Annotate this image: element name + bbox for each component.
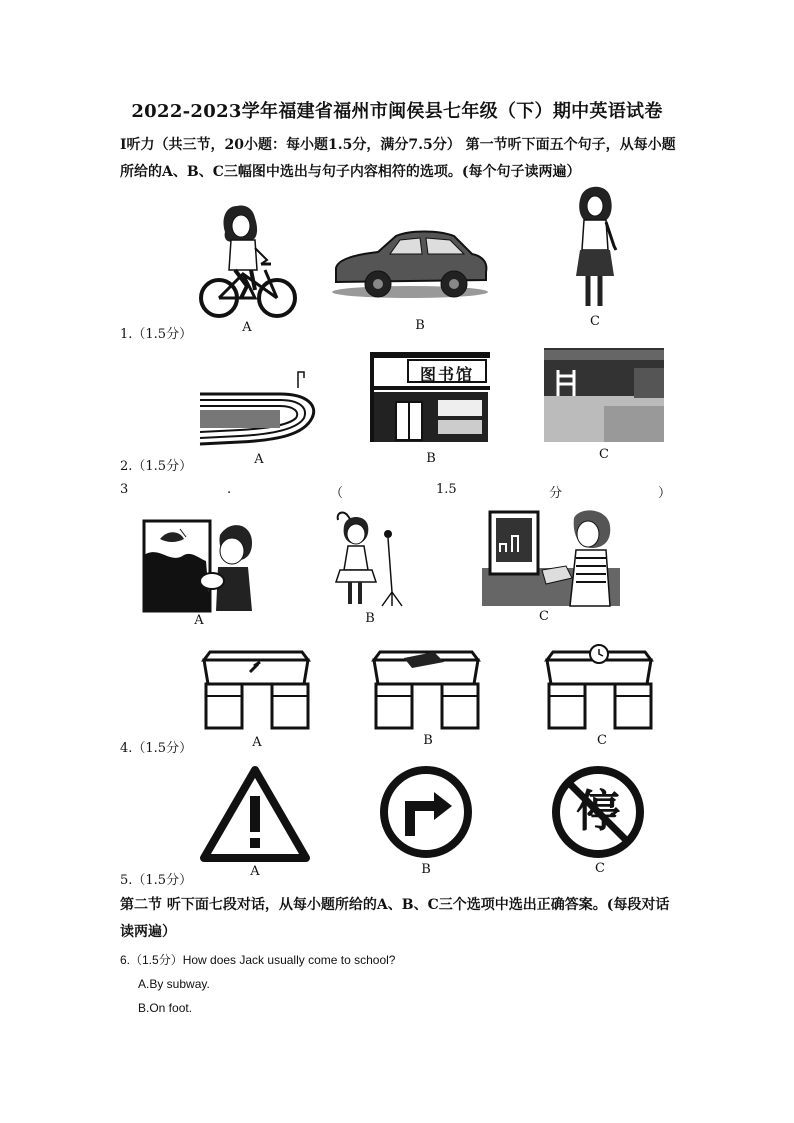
- q4-option-b-label: B: [423, 733, 433, 748]
- q3-option-b-label: B: [365, 611, 375, 626]
- page-title: 2022-2023学年福建省福州市闽侯县七年级（下）期中英语试卷: [131, 101, 663, 122]
- girl-singing-picture: [330, 512, 410, 608]
- girl-computer-picture: [482, 508, 620, 606]
- desk-with-book-picture: [370, 644, 482, 730]
- q2-option-a-label: A: [254, 452, 264, 467]
- no-parking-sign-text: 停: [576, 786, 620, 837]
- library-sign-text: 图书馆: [419, 365, 474, 384]
- question-2-number: 2.（1.5分）: [120, 459, 193, 474]
- desk-with-clock-picture: [543, 640, 655, 730]
- question-3-dot: .: [227, 482, 232, 497]
- girl-walking-picture: [570, 186, 620, 312]
- q3-option-a-label: A: [194, 613, 204, 628]
- q1-option-c-label: C: [590, 314, 600, 329]
- question-6-option-a: A.By subway.: [138, 977, 210, 991]
- question-3-score: 1.5: [436, 482, 457, 497]
- q1-option-a-label: A: [242, 320, 252, 335]
- desk-with-key-picture: [200, 644, 312, 730]
- question-3-fen: 分: [549, 486, 563, 501]
- warning-sign-picture: [200, 766, 310, 862]
- q4-option-a-label: A: [252, 735, 262, 750]
- question-4-number: 4.（1.5分）: [120, 741, 193, 756]
- q3-option-c-label: C: [539, 609, 549, 624]
- section1-instruction-line1: Ⅰ听力（共三节，20小题：每小题1.5分，满分7.5分） 第一节听下面五个句子，从每小题: [120, 137, 676, 153]
- question-1-number: 1.（1.5分）: [120, 327, 193, 342]
- q1-option-b-label: B: [415, 318, 425, 333]
- car-picture: [330, 228, 490, 300]
- q5-option-c-label: C: [595, 861, 605, 876]
- question-6-stem: 6.（1.5分）How does Jack usually come to school?: [120, 953, 396, 967]
- girl-painting-picture: [140, 515, 255, 615]
- park-picture: [544, 348, 664, 442]
- question-3-open-paren: （: [330, 486, 344, 501]
- q5-option-a-label: A: [250, 864, 260, 879]
- q2-option-c-label: C: [599, 447, 609, 462]
- q2-option-b-label: B: [426, 451, 436, 466]
- section1-instruction-line2: 所给的A、B、C三幅图中选出与句子内容相符的选项。(每个句子读两遍）: [120, 164, 581, 180]
- q5-option-b-label: B: [421, 862, 431, 877]
- section2-instruction-line1: 第二节 听下面七段对话，从每小题所给的A、B、C三个选项中选出正确答案。(每段对话: [120, 897, 670, 913]
- question-6-option-b: B.On foot.: [138, 1001, 193, 1015]
- running-track-picture: [200, 370, 320, 446]
- girl-bicycle-picture: [195, 200, 300, 320]
- question-3-number: 3: [120, 482, 129, 497]
- turn-right-sign-picture: [378, 764, 474, 860]
- q4-option-c-label: C: [597, 733, 607, 748]
- question-5-number: 5.（1.5分）: [120, 873, 193, 888]
- section2-instruction-line2: 读两遍）: [120, 924, 176, 940]
- question-3-close-paren: ）: [658, 486, 672, 501]
